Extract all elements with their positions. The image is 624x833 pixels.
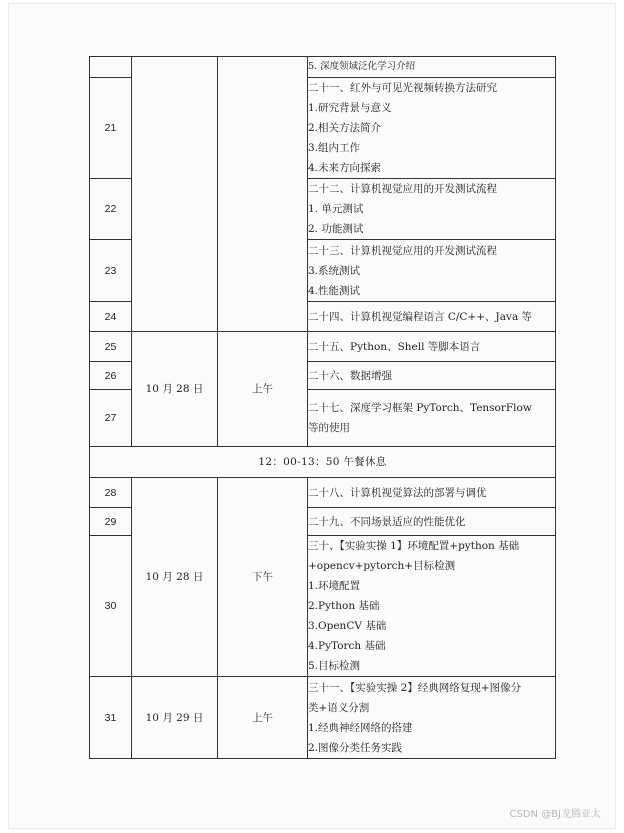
content-line: 4.性能测试 [308, 284, 361, 297]
lunch-break-row: 12：00-13：50 午餐休息 [90, 447, 556, 478]
date-cell: 10 月 29 日 [132, 677, 218, 759]
content-line: 类+语义分割 [308, 701, 370, 714]
period-cell: 上午 [218, 332, 308, 447]
row-number: 22 [90, 179, 132, 240]
content-cell [308, 478, 556, 508]
table-row [90, 332, 556, 362]
row-number: 24 [90, 302, 132, 332]
date-cell: 10 月 28 日 [132, 332, 218, 447]
content-cell [308, 302, 556, 332]
csdn-watermark: CSDN @BJ龙腾亚太 [509, 809, 601, 820]
content-cell [308, 332, 556, 362]
content-line: 二十九、不同场景适应的性能优化 [308, 515, 466, 528]
row-number: 28 [90, 478, 132, 508]
row-number: 21 [90, 78, 132, 179]
content-line: 3.组内工作 [308, 142, 361, 154]
content-cell [308, 390, 556, 447]
content-line: 1.研究背景与意义 [308, 102, 392, 114]
period-cell: 下午 [218, 478, 308, 677]
row-number: 27 [90, 390, 132, 447]
content-line: 2.相关方法简介 [308, 122, 382, 134]
content-line: 1. 单元测试 [308, 203, 364, 215]
content-line: 二十八、计算机视觉算法的部署与调优 [308, 486, 487, 499]
content-cell [308, 508, 556, 536]
content-line: 二十六、数据增强 [308, 369, 392, 382]
row-number: 31 [90, 677, 132, 759]
content-line: 二十三、计算机视觉应用的开发测试流程 [308, 244, 497, 257]
content-cell [308, 179, 556, 240]
content-line: 2.图像分类任务实践 [308, 741, 403, 754]
content-line: 3.系统测试 [308, 264, 361, 277]
content-line: 二十二、计算机视觉应用的开发测试流程 [308, 183, 497, 195]
row-number: 30 [90, 536, 132, 677]
content-cell [308, 57, 556, 78]
content-line: 等的使用 [308, 422, 350, 434]
row-number: 25 [90, 332, 132, 362]
content-line: 三十一、【实验实操 2】经典网络复现+图像分 [308, 681, 522, 694]
period-cell [218, 57, 308, 332]
period-cell: 上午 [218, 677, 308, 759]
row-number: 29 [90, 508, 132, 536]
date-cell [132, 57, 218, 332]
row-number [90, 57, 132, 78]
content-line: 三十、【实验实操 1】环境配置+python 基础 [308, 540, 520, 552]
content-line: 二十一、红外与可见光视频转换方法研究 [308, 82, 497, 94]
content-line: 二十四、计算机视觉编程语言 C/C++、Java 等 [308, 310, 533, 323]
table-row [90, 57, 556, 78]
row-number: 23 [90, 240, 132, 302]
content-line: 1.经典神经网络的搭建 [308, 721, 413, 734]
document-page [8, 3, 616, 829]
content-line: +opencv+pytorch+目标检测 [308, 560, 456, 572]
content-line: 4.PyTorch 基础 [308, 640, 386, 652]
content-line: 3.OpenCV 基础 [308, 620, 387, 632]
content-cell [308, 677, 556, 759]
content-cell [308, 362, 556, 390]
row-number: 26 [90, 362, 132, 390]
content-line: 5.目标检测 [308, 660, 361, 672]
content-cell [308, 78, 556, 179]
content-line: 2. 功能测试 [308, 223, 364, 235]
content-line: 二十七、深度学习框架 PyTorch、TensorFlow [308, 402, 532, 414]
date-cell: 10 月 28 日 [132, 478, 218, 677]
content-cell [308, 240, 556, 302]
table-row [90, 677, 556, 759]
content-cell [308, 536, 556, 677]
content-line: 4.未来方向探索 [308, 162, 382, 174]
content-line: 1.环境配置 [308, 580, 361, 592]
table-row [90, 478, 556, 508]
schedule-table [89, 56, 556, 759]
table-row [90, 447, 556, 478]
content-line: 5. 深度领域泛化学习介绍 [308, 61, 416, 72]
content-line: 2.Python 基础 [308, 600, 380, 612]
content-line: 二十五、Python、Shell 等脚本语言 [308, 340, 481, 353]
